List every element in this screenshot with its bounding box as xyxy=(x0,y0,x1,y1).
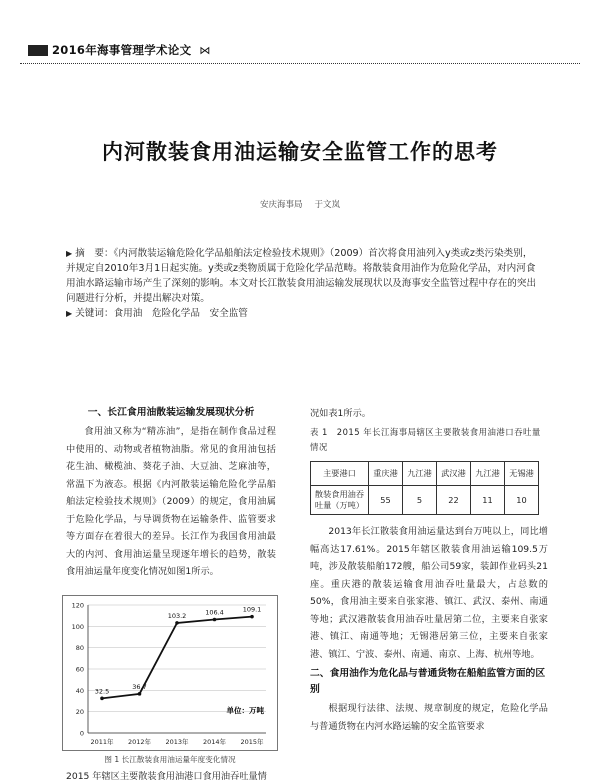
right-column xyxy=(310,405,548,735)
body-paragraph: 2013年长江散装食用油运量达到台万吨以上，同比增幅高达17.61%。2015年辖区散装食用油运输109.5万吨，涉及散装船舶172艘，船公司59家，装卸作业码头21座。重庆港的散装运输食用油吞吐量最大，占总数的50%，食用油主要来自张家港、镇江、武汉、泰州、南通等地；武汉港散装食用油吞吐量居第二位，主要来自张家港、镇江、南通等地；无锡港居第三位，主要来自张家港、镇江、宁波、泰州、南通、南京、上海、杭州等地。 xyxy=(310,526,548,660)
table-row xyxy=(311,486,539,515)
data-label: 103.2 xyxy=(167,611,187,620)
y-tick-label: 80 xyxy=(75,644,84,653)
table-caption: 表 1 2015 年长江海事局辖区主要散装食用油港口吞吐量情况 xyxy=(310,426,541,452)
table-header-cell: 九江港 xyxy=(471,461,505,486)
data-label: 32.5 xyxy=(94,687,110,696)
chart-unit-label: 单位：万吨 xyxy=(226,706,264,715)
y-tick-label: 60 xyxy=(75,665,84,674)
left-column xyxy=(66,405,276,581)
table-row-label: 散装食用油吞吐量（万吨） xyxy=(311,486,369,515)
keywords-label: 关键词： xyxy=(75,308,114,319)
data-point xyxy=(138,692,142,696)
table-header-cell: 武汉港 xyxy=(437,461,471,486)
table-cell: 10 xyxy=(505,486,539,515)
header-divider xyxy=(20,63,580,64)
x-tick-label: 2015年 xyxy=(240,738,264,746)
header-decor-icon: ⋈ xyxy=(199,43,211,57)
author-org: 安庆海事局 xyxy=(259,200,303,210)
journal-mark-icon xyxy=(28,45,48,56)
x-tick-label: 2014年 xyxy=(202,738,227,746)
journal-title: 2016年海事管理学术论文 xyxy=(52,43,192,57)
running-header xyxy=(28,39,210,61)
table-cell: 11 xyxy=(471,486,505,515)
port-throughput-table xyxy=(310,461,539,516)
table-cell: 55 xyxy=(369,486,403,515)
abstract-text: 《内河散装运输危险化学品船舶法定检验技术规则》（2009）首次将食用油列入y类或z类污染类别，并规定自2010年3月1日起实施。y类或z类物质属于危险化学品范畴。将散装食用油作为危险化学品，对内河食用油水路运输市场产生了深刻的影响。本文对长江散装食用油运输发展现状以及海事安全监管过程中存在的突出问题进行分析，并提出解决对策。 xyxy=(66,248,537,304)
abstract-label: 摘 要： xyxy=(75,248,114,259)
data-point xyxy=(175,621,179,625)
data-point xyxy=(250,615,254,619)
table-cell: 22 xyxy=(437,486,471,515)
body-paragraph: 食用油又称为“精冻油”，是指在制作食品过程中使用的、动物或者植物油脂。常见的食用油包括花生油、橄榄油、葵花子油、大豆油、芝麻油等，常温下为液态。根据《内河散装运输危险化学品船舶法定检验技术规则》（2009）的规定，食用油属于危险化学品，与导调货物在运输条件、监管要求等方面存在着很大的差异。长江作为我国食用油最大的内河、食用油运量呈现逐年增长的趋势，散装食用油运量年度变化情况如图1所示。 xyxy=(66,426,276,577)
series-line xyxy=(102,617,252,699)
body-paragraph: 况如表1所示。 xyxy=(310,408,371,419)
bullet-triangle-icon: ▶ xyxy=(66,249,73,258)
section-heading-2: 二、食用油作为危化品与普通货物在船舶监管方面的区别 xyxy=(310,668,546,695)
author-line xyxy=(0,198,600,210)
paper-title: 内河散装食用油运输安全监管工作的思考 xyxy=(102,140,498,164)
chart-svg xyxy=(62,595,278,751)
line-chart xyxy=(62,595,278,751)
author-name: 于文岚 xyxy=(314,200,341,210)
data-label: 36.7 xyxy=(132,682,147,691)
abstract-paragraph xyxy=(66,246,540,306)
x-tick-label: 2011年 xyxy=(90,738,114,746)
y-tick-label: 20 xyxy=(75,708,84,717)
bullet-triangle-icon: ▶ xyxy=(66,309,73,318)
table-header-cell: 九江港 xyxy=(403,461,437,486)
data-point xyxy=(100,697,104,701)
data-label: 109.1 xyxy=(242,605,262,614)
table-header-cell: 主要港口 xyxy=(311,461,369,486)
table-header-row xyxy=(311,461,539,486)
body-paragraph: 根据现行法律、法规、规章制度的规定，危险化学品与普通货物在内河水路运输的安全监管要求 xyxy=(310,703,548,732)
y-tick-label: 40 xyxy=(75,686,84,695)
data-point xyxy=(213,618,217,622)
x-tick-label: 2013年 xyxy=(165,738,189,746)
section-heading-1: 一、长江食用油散装运输发展现状分析 xyxy=(87,407,255,418)
y-tick-label: 120 xyxy=(71,601,84,610)
table-header-cell: 重庆港 xyxy=(369,461,403,486)
data-label: 106.4 xyxy=(205,608,224,617)
y-tick-label: 0 xyxy=(79,729,84,738)
chart-caption: 图 1 长江散装食用油运量年度变化情况 xyxy=(104,755,236,764)
y-tick-label: 100 xyxy=(71,622,84,631)
table-header-cell: 无锡港 xyxy=(505,461,539,486)
keywords-paragraph xyxy=(66,306,540,321)
keywords-text: 食用油 危险化学品 安全监管 xyxy=(113,308,248,319)
abstract-block xyxy=(66,246,540,321)
body-paragraph-continued: 2015 年辖区主要散装食用油港口食用油吞吐量情 xyxy=(66,771,267,781)
x-tick-label: 2012年 xyxy=(127,738,152,746)
table-cell: 5 xyxy=(403,486,437,515)
